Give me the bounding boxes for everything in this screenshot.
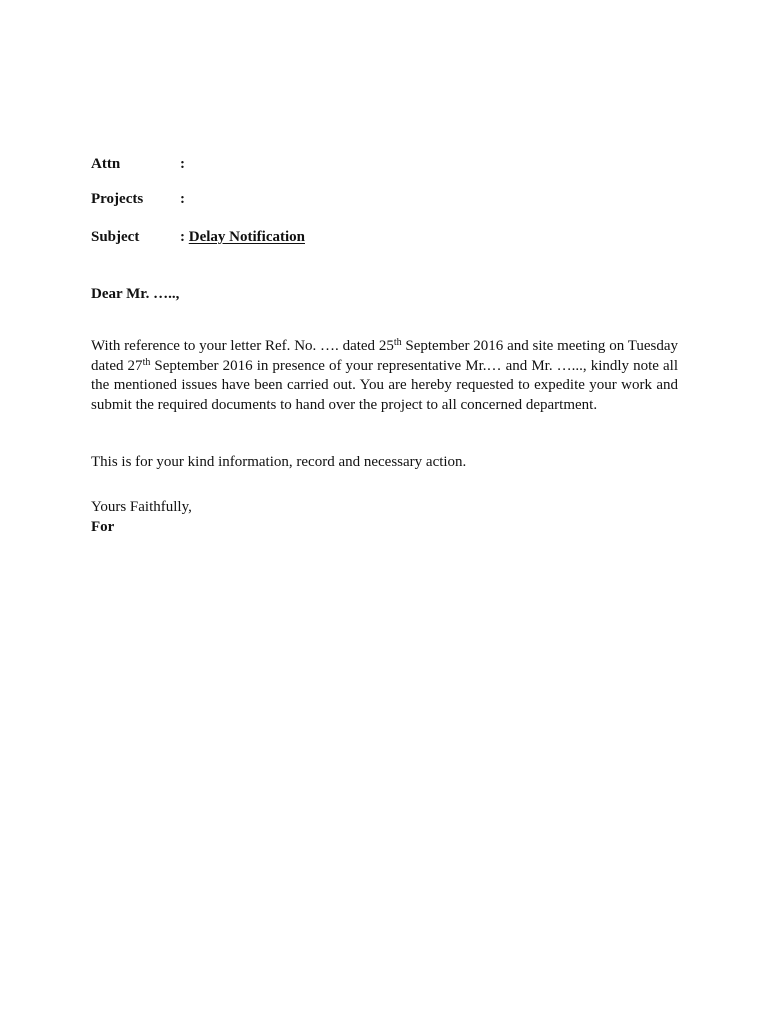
- attn-label: Attn: [91, 156, 121, 172]
- body-paragraph-1: [91, 337, 678, 415]
- ordinal-suffix-2: th: [142, 356, 151, 368]
- paragraph-1-text-a: With reference to your letter Ref. No. …. dated 25: [91, 338, 394, 354]
- subject-label: Subject: [91, 229, 140, 245]
- ordinal-suffix-1: th: [393, 337, 402, 348]
- subject-row: [91, 227, 305, 247]
- closing: Yours Faithfully,: [91, 499, 192, 515]
- attn-row: [91, 154, 185, 174]
- body-paragraph-2: This is for your kind information, record and necessary action.: [91, 454, 467, 470]
- salutation: Dear Mr. …..,: [91, 286, 180, 302]
- subject-colon: :: [180, 229, 189, 245]
- paragraph-1-text-c: September 2016 in presence of your representative Mr.… and Mr. …..., kindly note all the mentioned issues have been carried out. You are hereby requested to expedite your work and submit the required documents to hand over the project to all concerned department.: [91, 357, 678, 413]
- projects-row: [91, 189, 185, 209]
- paragraph-1-text-b: September 2016 and site meeting on Tuesday dated 27: [91, 338, 678, 374]
- signature-for: For: [91, 519, 115, 535]
- subject-value: Delay Notification: [188, 229, 305, 245]
- projects-colon: :: [180, 191, 185, 207]
- attn-colon: :: [180, 156, 185, 172]
- projects-label: Projects: [91, 191, 144, 207]
